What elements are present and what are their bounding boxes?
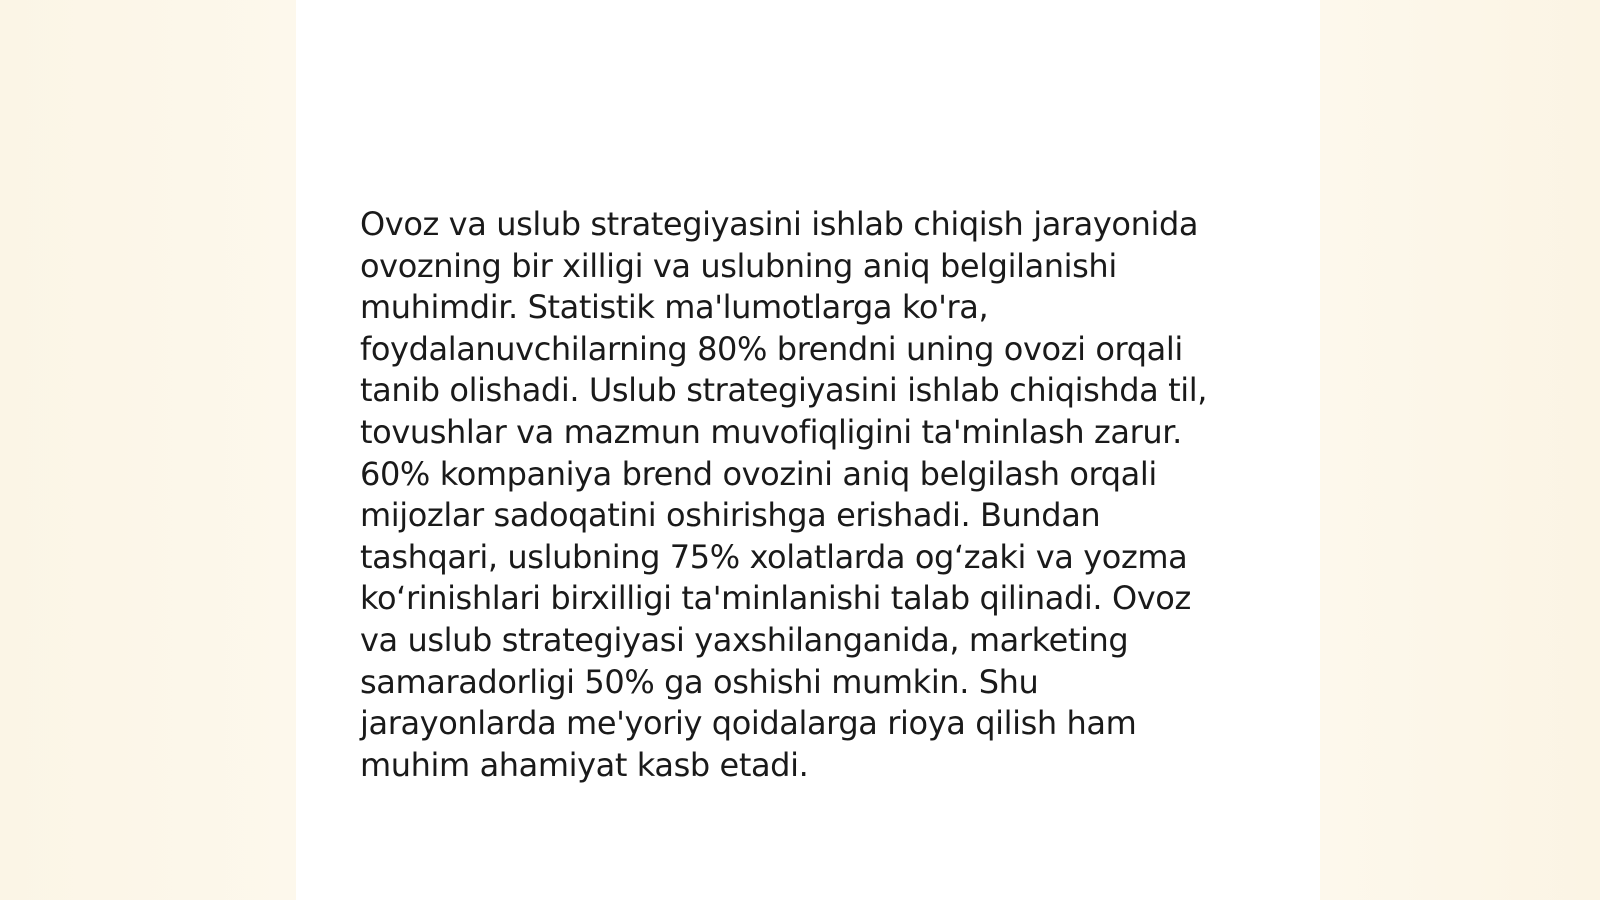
body-paragraph — [360, 204, 1260, 786]
paragraph-line: Ovoz va uslub strategiyasini ishlab chiqish jarayonida — [360, 205, 1199, 243]
paragraph-line: tashqari, uslubning 75% xolatlarda og‘zaki va yozma — [360, 537, 1188, 576]
paragraph-line: jarayonlarda me'yoriy qoidalarga rioya qilish ham — [360, 704, 1137, 743]
paragraph-line: ovozning bir xilligi va uslubning aniq belgilanishi — [360, 246, 1117, 285]
right-margin-background — [1320, 0, 1600, 900]
paragraph-line: va uslub strategiyasi yaxshilanganida, marketing — [360, 620, 1129, 659]
paragraph-line: foydalanuvchilarning 80% brendni uning ovozi orqali — [360, 329, 1183, 368]
paragraph-line: tovushlar va mazmun muvofiqligini ta'minlash zarur. — [360, 412, 1182, 451]
paragraph-line: muhimdir. Statistik ma'lumotlarga ko'ra, — [360, 288, 989, 327]
paragraph-line: samaradorligi 50% ga oshishi mumkin. Shu — [360, 662, 1039, 701]
paragraph-line: ko‘rinishlari birxilligi ta'minlanishi talab qilinadi. Ovoz — [360, 579, 1191, 618]
paragraph-line: mijozlar sadoqatini oshirishga erishadi. Bundan — [360, 496, 1101, 535]
document-page — [296, 0, 1320, 900]
left-margin-background — [0, 0, 296, 900]
paragraph-line: 60% kompaniya brend ovozini aniq belgilash orqali — [360, 454, 1157, 493]
paragraph-line: muhim ahamiyat kasb etadi. — [360, 745, 809, 784]
paragraph-line: tanib olishadi. Uslub strategiyasini ishlab chiqishda til, — [360, 371, 1208, 410]
